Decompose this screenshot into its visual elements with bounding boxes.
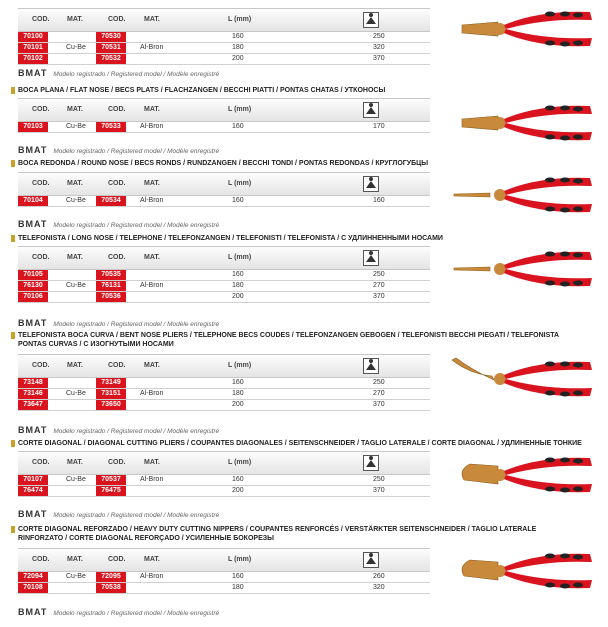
opening-value: 270 bbox=[373, 282, 385, 289]
product-code-cube: 73148 bbox=[18, 378, 48, 388]
column-header-length: L (mm) bbox=[228, 180, 252, 187]
product-code-albron: 70537 bbox=[96, 475, 126, 485]
product-code-albron: 73650 bbox=[96, 400, 126, 410]
product-code-cube: 73647 bbox=[18, 400, 48, 410]
registered-model-text: Modelo registrado / Registered model / Modèle enregistré bbox=[53, 610, 220, 617]
product-code-albron: 72095 bbox=[96, 572, 126, 582]
bmat-logo: BMAT bbox=[18, 68, 48, 78]
length-value: 160 bbox=[232, 197, 244, 204]
table-row bbox=[18, 389, 430, 400]
table-row bbox=[18, 486, 430, 497]
column-header-mat: MAT. bbox=[144, 362, 160, 369]
product-code-cube: 70105 bbox=[18, 270, 48, 280]
bmat-logo: BMAT bbox=[18, 219, 48, 229]
pliers-image bbox=[450, 172, 595, 218]
opening-value: 270 bbox=[373, 390, 385, 397]
registered-model-text: Modelo registrado / Registered model / Modèle enregistré bbox=[53, 428, 220, 435]
registered-model-line bbox=[18, 425, 219, 436]
table-row bbox=[18, 196, 430, 207]
opening-value: 370 bbox=[373, 293, 385, 300]
table-row bbox=[18, 583, 430, 594]
product-code-albron: 70532 bbox=[96, 54, 126, 64]
material-albron: Al-Bron bbox=[140, 197, 164, 204]
spec-table bbox=[18, 451, 430, 497]
length-value: 200 bbox=[232, 55, 244, 62]
table-row bbox=[18, 122, 430, 133]
registered-model-line bbox=[18, 607, 219, 618]
registered-model-text: Modelo registrado / Registered model / Modèle enregistré bbox=[53, 148, 220, 155]
column-header-mat: MAT. bbox=[144, 459, 160, 466]
opening-value: 320 bbox=[373, 584, 385, 591]
column-header-length: L (mm) bbox=[228, 362, 252, 369]
product-code-cube: 70102 bbox=[18, 54, 48, 64]
pliers-image bbox=[450, 100, 595, 146]
column-header-mat: MAT. bbox=[67, 556, 83, 563]
product-code-albron: 73149 bbox=[96, 378, 126, 388]
column-header-mat: MAT. bbox=[67, 180, 83, 187]
product-code-albron: 73151 bbox=[96, 389, 126, 399]
table-header bbox=[18, 354, 430, 378]
bmat-logo: BMAT bbox=[18, 509, 48, 519]
product-code-albron: 70536 bbox=[96, 292, 126, 302]
column-header-cod: COD. bbox=[32, 180, 50, 187]
table-row bbox=[18, 281, 430, 292]
section-title: CORTE DIAGONAL / DIAGONAL CUTTING PLIERS / COUPANTES DIAGONALES / SEITENSCHNEIDER / TAGLIO LATERALE / CORTE DIAGONAL / УДЛИНЕННЫЕ ТОНКИЕ bbox=[18, 440, 582, 447]
opening-value: 370 bbox=[373, 401, 385, 408]
product-code-albron: 76475 bbox=[96, 486, 126, 496]
bmat-logo: BMAT bbox=[18, 425, 48, 435]
column-header-cod: COD. bbox=[108, 459, 126, 466]
column-header-cod: COD. bbox=[108, 16, 126, 23]
column-header-cod: COD. bbox=[32, 459, 50, 466]
jaw-opening-icon bbox=[363, 358, 379, 374]
column-header-cod: COD. bbox=[32, 362, 50, 369]
table-header bbox=[18, 548, 430, 572]
material-cube: Cu-Be bbox=[66, 476, 86, 483]
jaw-opening-icon bbox=[363, 102, 379, 118]
opening-value: 250 bbox=[373, 379, 385, 386]
registered-model-line bbox=[18, 68, 219, 79]
product-code-cube: 70103 bbox=[18, 122, 48, 132]
column-header-mat: MAT. bbox=[67, 362, 83, 369]
column-header-cod: COD. bbox=[108, 254, 126, 261]
material-albron: Al-Bron bbox=[140, 573, 164, 580]
product-code-cube: 70104 bbox=[18, 196, 48, 206]
length-value: 160 bbox=[232, 476, 244, 483]
registered-model-line bbox=[18, 145, 219, 156]
column-header-mat: MAT. bbox=[144, 556, 160, 563]
column-header-length: L (mm) bbox=[228, 106, 252, 113]
column-header-length: L (mm) bbox=[228, 556, 252, 563]
table-row bbox=[18, 292, 430, 303]
spec-table bbox=[18, 354, 430, 411]
table-header bbox=[18, 172, 430, 196]
column-header-mat: MAT. bbox=[144, 16, 160, 23]
product-code-albron: 70533 bbox=[96, 122, 126, 132]
opening-value: 170 bbox=[373, 123, 385, 130]
product-code-cube: 70100 bbox=[18, 32, 48, 42]
table-row bbox=[18, 270, 430, 281]
opening-value: 250 bbox=[373, 271, 385, 278]
opening-value: 370 bbox=[373, 55, 385, 62]
spec-table bbox=[18, 172, 430, 207]
pliers-image bbox=[450, 246, 595, 292]
jaw-opening-icon bbox=[363, 552, 379, 568]
length-value: 200 bbox=[232, 487, 244, 494]
product-code-albron: 76131 bbox=[96, 281, 126, 291]
opening-value: 250 bbox=[373, 476, 385, 483]
column-header-cod: COD. bbox=[108, 556, 126, 563]
column-header-cod: COD. bbox=[32, 254, 50, 261]
material-cube: Cu-Be bbox=[66, 390, 86, 397]
length-value: 160 bbox=[232, 573, 244, 580]
column-header-cod: COD. bbox=[32, 106, 50, 113]
opening-value: 320 bbox=[373, 44, 385, 51]
product-code-albron: 70535 bbox=[96, 270, 126, 280]
material-cube: Cu-Be bbox=[66, 197, 86, 204]
product-code-albron: 70530 bbox=[96, 32, 126, 42]
material-cube: Cu-Be bbox=[66, 44, 86, 51]
material-cube: Cu-Be bbox=[66, 282, 86, 289]
material-albron: Al-Bron bbox=[140, 282, 164, 289]
column-header-mat: MAT. bbox=[144, 180, 160, 187]
table-row bbox=[18, 475, 430, 486]
spec-table bbox=[18, 98, 430, 133]
product-code-cube: 70101 bbox=[18, 43, 48, 53]
opening-value: 250 bbox=[373, 33, 385, 40]
column-header-mat: MAT. bbox=[67, 254, 83, 261]
material-cube: Cu-Be bbox=[66, 573, 86, 580]
material-cube: Cu-Be bbox=[66, 123, 86, 130]
section-title: TELEFONISTA / LONG NOSE / TELEPHONE / TELEFONZANGEN / TELEFONISTI / TELEFONISTA / С УДЛИННЕННЫМИ НОСАМИ bbox=[18, 234, 583, 243]
product-code-cube: 70108 bbox=[18, 583, 48, 593]
length-value: 180 bbox=[232, 584, 244, 591]
product-code-cube: 76130 bbox=[18, 281, 48, 291]
product-code-cube: 73146 bbox=[18, 389, 48, 399]
pliers-image bbox=[450, 6, 595, 52]
bmat-logo: BMAT bbox=[18, 145, 48, 155]
opening-value: 260 bbox=[373, 573, 385, 580]
length-value: 200 bbox=[232, 293, 244, 300]
registered-model-line bbox=[18, 318, 219, 329]
product-code-cube: 70107 bbox=[18, 475, 48, 485]
product-code-cube: 70106 bbox=[18, 292, 48, 302]
pliers-image bbox=[450, 356, 595, 402]
table-row bbox=[18, 400, 430, 411]
table-row bbox=[18, 572, 430, 583]
material-albron: Al-Bron bbox=[140, 390, 164, 397]
jaw-opening-icon bbox=[363, 455, 379, 471]
product-code-albron: 70534 bbox=[96, 196, 126, 206]
registered-model-line bbox=[18, 219, 219, 230]
column-header-length: L (mm) bbox=[228, 16, 252, 23]
material-albron: Al-Bron bbox=[140, 123, 164, 130]
length-value: 180 bbox=[232, 390, 244, 397]
product-code-albron: 70531 bbox=[96, 43, 126, 53]
jaw-opening-icon bbox=[363, 176, 379, 192]
jaw-opening-icon bbox=[363, 250, 379, 266]
material-albron: Al-Bron bbox=[140, 476, 164, 483]
section-title: BOCA PLANA / FLAT NOSE / BECS PLATS / FLACHZANGEN / BECCHI PIATTI / PONTAS CHATAS / УТКОНОСЫ bbox=[18, 86, 583, 95]
spec-table bbox=[18, 246, 430, 303]
registered-model-text: Modelo registrado / Registered model / Modèle enregistré bbox=[53, 321, 220, 328]
column-header-mat: MAT. bbox=[144, 106, 160, 113]
length-value: 160 bbox=[232, 33, 244, 40]
registered-model-text: Modelo registrado / Registered model / Modèle enregistré bbox=[53, 222, 220, 229]
length-value: 160 bbox=[232, 379, 244, 386]
column-header-mat: MAT. bbox=[144, 254, 160, 261]
table-row bbox=[18, 54, 430, 65]
table-header bbox=[18, 451, 430, 475]
product-code-albron: 70538 bbox=[96, 583, 126, 593]
registered-model-text: Modelo registrado / Registered model / Modèle enregistré bbox=[53, 71, 220, 78]
product-code-cube: 76474 bbox=[18, 486, 48, 496]
spec-table bbox=[18, 548, 430, 594]
column-header-mat: MAT. bbox=[67, 16, 83, 23]
column-header-length: L (mm) bbox=[228, 254, 252, 261]
length-value: 200 bbox=[232, 401, 244, 408]
section-title: TELEFONISTA BOCA CURVA / BENT NOSE PLIERS / TELEPHONE BECS COUDES / TELEFONZANGEN GEBOGEN / TELEFONISTI BECCHI PIEGATI / TELEFONISTA PONTAS CURVAS / С ИЗОГНУТЫМИ НОСАМИ bbox=[18, 331, 583, 349]
column-header-cod: COD. bbox=[108, 180, 126, 187]
length-value: 160 bbox=[232, 123, 244, 130]
table-header bbox=[18, 98, 430, 122]
length-value: 180 bbox=[232, 282, 244, 289]
registered-model-line bbox=[18, 509, 219, 520]
column-header-cod: COD. bbox=[108, 106, 126, 113]
section-title: CORTE DIAGONAL REFORZADO / HEAVY DUTY CUTTING NIPPERS / COUPANTES RENFORCÉS / VERSTÄRKTER SEITENSCHNEIDER / TAGLIO LATERALE RINFORZATO / CORTE DIAGONAL REFORÇADO / УСИЛЕННЫЕ БОКОРЕЗЫ bbox=[18, 525, 583, 543]
pliers-image bbox=[450, 548, 595, 594]
length-value: 180 bbox=[232, 44, 244, 51]
table-row bbox=[18, 378, 430, 389]
column-header-cod: COD. bbox=[108, 362, 126, 369]
table-header bbox=[18, 246, 430, 270]
table-row bbox=[18, 32, 430, 43]
pliers-image bbox=[450, 452, 595, 498]
product-code-cube: 72094 bbox=[18, 572, 48, 582]
bmat-logo: BMAT bbox=[18, 318, 48, 328]
section-title: BOCA REDONDA / ROUND NOSE / BECS RONDS / RUNDZANGEN / BECCHI TONDI / PONTAS REDONDAS / КРУГЛОГУБЦЫ bbox=[18, 159, 583, 168]
table-row bbox=[18, 43, 430, 54]
opening-value: 160 bbox=[373, 197, 385, 204]
registered-model-text: Modelo registrado / Registered model / Modèle enregistré bbox=[53, 512, 220, 519]
spec-table bbox=[18, 8, 430, 65]
column-header-mat: MAT. bbox=[67, 459, 83, 466]
column-header-cod: COD. bbox=[32, 556, 50, 563]
bmat-logo: BMAT bbox=[18, 607, 48, 617]
column-header-mat: MAT. bbox=[67, 106, 83, 113]
material-albron: Al-Bron bbox=[140, 44, 164, 51]
table-header bbox=[18, 8, 430, 32]
opening-value: 370 bbox=[373, 487, 385, 494]
jaw-opening-icon bbox=[363, 12, 379, 28]
column-header-cod: COD. bbox=[32, 16, 50, 23]
length-value: 160 bbox=[232, 271, 244, 278]
column-header-length: L (mm) bbox=[228, 459, 252, 466]
